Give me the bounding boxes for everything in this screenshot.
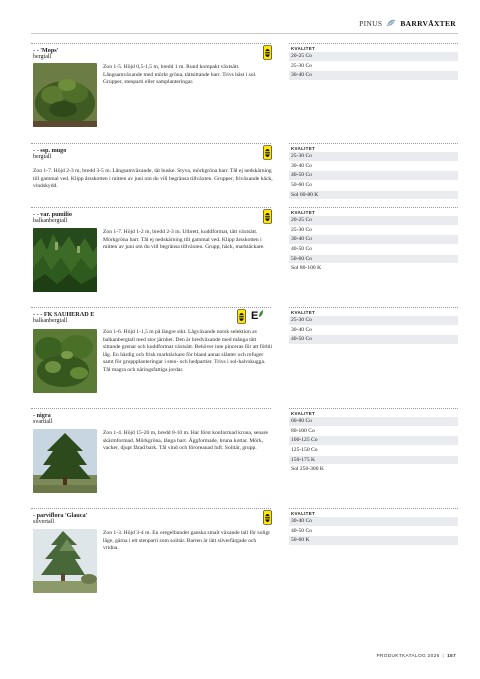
quality-row: Sol 80-100 K (289, 264, 458, 274)
plant-description: Zon 1-3. Höjd 3-4 m. En oregelbundet ganska smalt växande tall för soligt läge, gärna i ett stenparti som solitär. Barren är lätt silverfärgade och vridna. (103, 530, 270, 552)
plant-photo (33, 228, 97, 292)
plant-common-name: balkanbergtall (33, 318, 68, 324)
catalog-label: PRODUKTKATALOG 2026 (376, 654, 440, 659)
plant-name: - - var. pumilio (33, 211, 72, 218)
quality-row: 40-50 Co (289, 171, 458, 181)
bee-icon (263, 510, 272, 525)
quality-row: 125-150 Co (289, 446, 458, 456)
bee-icon (263, 145, 272, 160)
quality-row: 50-60 K (289, 536, 458, 546)
quality-row: 50-60 Co (289, 181, 458, 191)
plant-name: - - - FK SAUHERAD E (33, 311, 95, 318)
quality-row: 20-25 Co (289, 216, 458, 226)
quality-row: 25-30 Co (289, 226, 458, 236)
eco-label-icon: E (251, 310, 265, 322)
bee-icon (237, 309, 246, 324)
quality-header: KVALITET (291, 310, 316, 315)
quality-row: 150-175 K (289, 456, 458, 466)
bee-icon (263, 209, 272, 224)
plant-description: Zon 1-6. Höjd 1-1,5 m på längre sikt. Lågväxande norsk selektion av balkanbergtall med stor järnhet. Den är bredväxande med många tätt sittande grenar och kuddformat växtsätt. Behöver inte pinceras för att förbli låg. En härdig och frisk marktäckare för bland annat slänter och refuger samt för gruppplanteringar i sten- och hedpartier. Trivs i sol-halvskugga. Tål magra och näringsfattiga jordar. (103, 329, 273, 373)
quality-row: 30-40 Co (289, 71, 458, 81)
quality-row: 30-40 Co (289, 326, 458, 336)
plant-common-name: bergtall (33, 54, 52, 60)
plant-photo (33, 63, 97, 127)
plant-photo (33, 329, 97, 393)
plant-description: Zon 1-4. Höjd 15-20 m, bredd 8-10 m. Har först konformad krona, senare skärmformad. Mörkgröna, långa barr. Äggformade, bruna kottar. Mörk, vacker, djupt fårad bark. Tål vind och föroreanad luft. Solitär, grupp. (103, 430, 268, 452)
quality-row: 100-125 Co (289, 436, 458, 446)
quality-row: 80-100 Co (289, 427, 458, 437)
quality-row: 25-30 Co (289, 152, 458, 162)
plant-common-name: svarttall (33, 419, 53, 425)
quality-row: 60-80 Co (289, 417, 458, 427)
quality-row: 25-30 Co (289, 316, 458, 326)
quality-row: 40-50 Co (289, 527, 458, 537)
quality-row: 25-30 Co (289, 62, 458, 72)
header-divider (31, 33, 458, 34)
quality-row: 20-25 Co (289, 52, 458, 62)
quality-table (289, 410, 458, 475)
page-footer: PRODUKTKATALOG 2026 | 157 (376, 654, 456, 659)
quality-row: Sol 60-80 K (289, 191, 458, 201)
quality-table (289, 309, 458, 345)
quality-header: KVALITET (291, 210, 316, 215)
plant-description: Zon 1-7. Höjd 2-3 m, bredd 3-5 m. Långsamväxande, tät buske. Styva, mörkgröna barr. Tål ej nedskärning till gammal ved. Klipp årsskotten i mitten av juni om du vill begränsa tillväxten. Grupper, friväxande häck, vindskydd. (33, 168, 273, 190)
plant-name: - nigra (33, 412, 51, 419)
quality-row: Sol 250-300 K (289, 465, 458, 475)
quality-table (289, 45, 458, 81)
page-number: 157 (447, 654, 456, 659)
plant-description: Zon 1-7. Höjd 1-2 m, bredd 2-3 m. Utbrett, kuddformat, tätt växtsätt. Mörkgröna barr. Tål ej nedskärning till gammal ved. Klipp årsskotten i mitten av juni om du vill begränsa tillväxten. Grupp, häck, marktäckare. (103, 229, 265, 251)
quality-row: 30-40 Co (289, 517, 458, 527)
plant-common-name: balkanbergtall (33, 218, 68, 224)
quality-row: 30-40 Co (289, 162, 458, 172)
plant-photo (33, 529, 97, 593)
quality-table (289, 209, 458, 274)
bee-icon (263, 45, 272, 60)
quality-row: 50-60 Co (289, 255, 458, 265)
quality-header: KVALITET (291, 146, 316, 151)
plant-description: Zon 1-5. Höjd 0,5-1,5 m, bredd 1 m. Rund kompakt växtsätt. Långsamväxande med mörkt gröna, tättsittande barr. Trivs bäst i sol. Grupper, stenparti eller samplanteringar. (103, 64, 257, 86)
plant-name: - - 'Mops' (33, 47, 59, 54)
plant-name: - parviflora 'Glauca' (33, 512, 88, 519)
leaf-logo-icon (386, 19, 396, 27)
plant-name: - - ssp. mugo (33, 147, 67, 154)
plant-common-name: bergtall (33, 154, 52, 160)
quality-row: 40-50 Co (289, 335, 458, 345)
category-label: BARRVÄXTER (400, 18, 456, 28)
quality-table (289, 510, 458, 546)
quality-header: KVALITET (291, 511, 316, 516)
genus-label: PINUS (359, 18, 383, 28)
quality-header: KVALITET (291, 46, 316, 51)
quality-row: 30-40 Co (289, 235, 458, 245)
plant-common-name: silvertall (33, 519, 54, 525)
quality-table (289, 145, 458, 200)
quality-row: 40-50 Co (289, 245, 458, 255)
page-header (359, 16, 456, 30)
plant-photo (33, 429, 97, 493)
quality-header: KVALITET (291, 411, 316, 416)
